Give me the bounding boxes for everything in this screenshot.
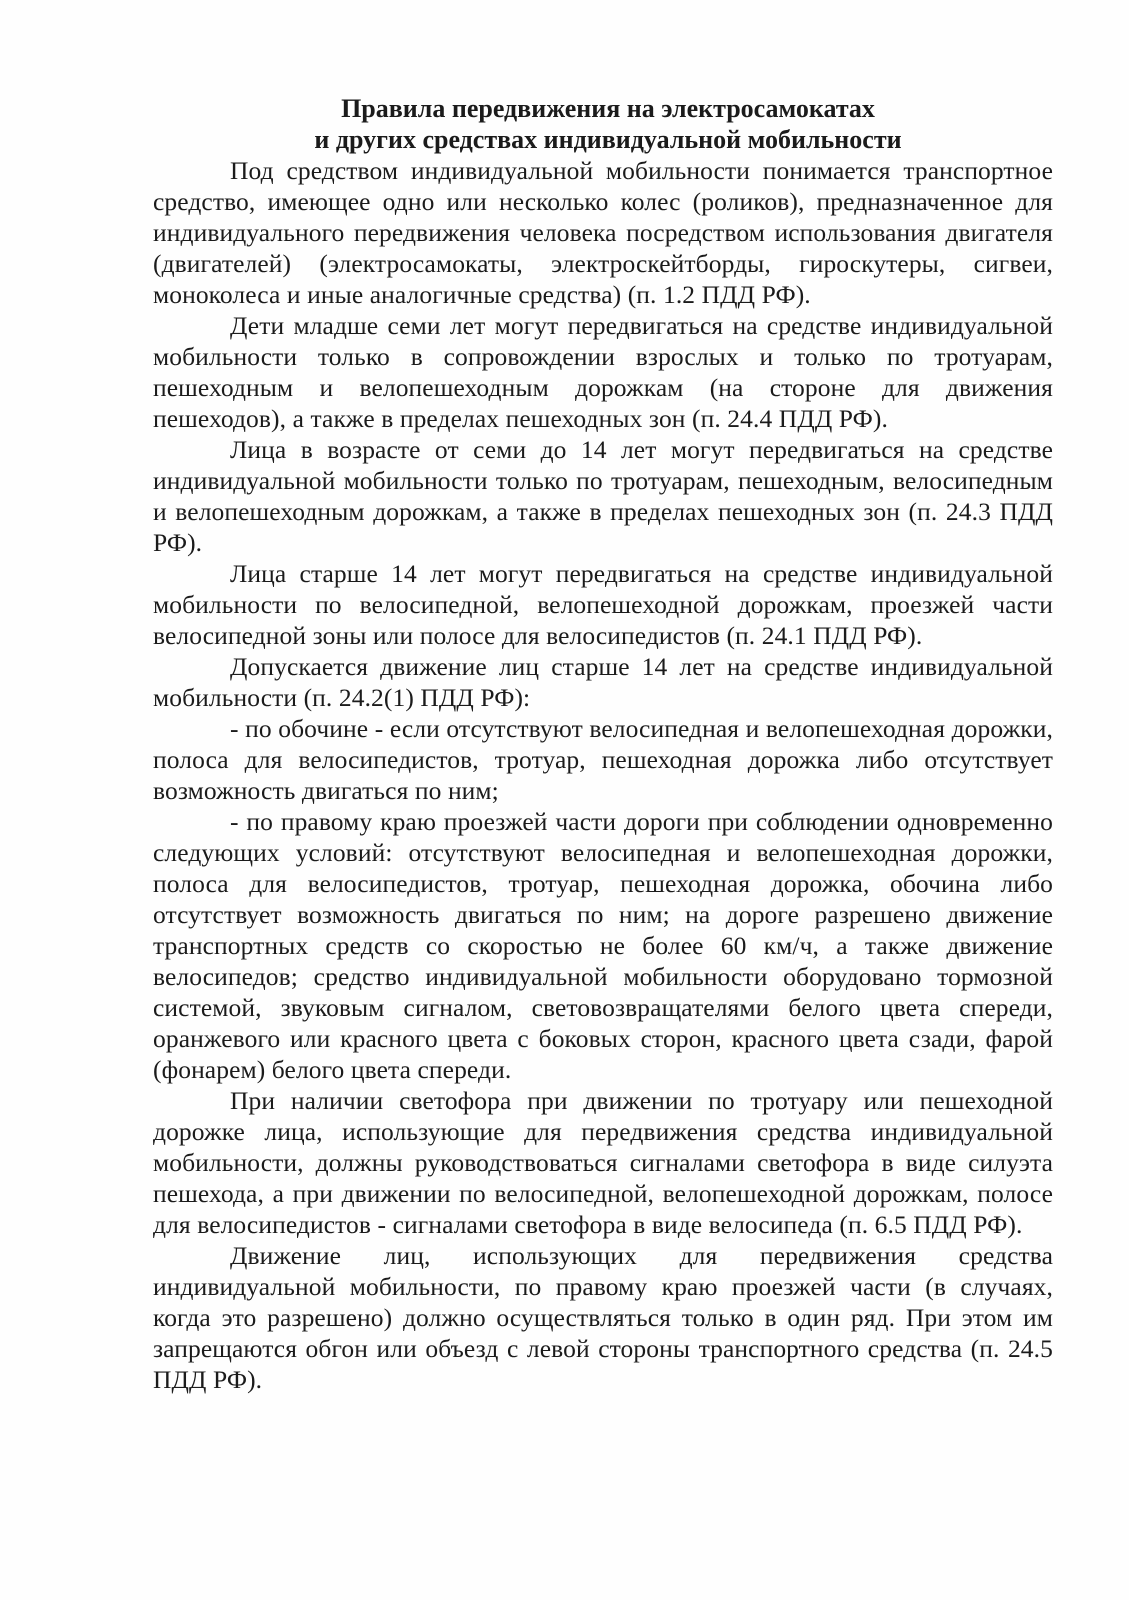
list-item-roadway: - по правому краю проезжей части дороги при соблюдении одновременно следующих условий: отсутствуют велосипедная и велопешеходная дорожки, полоса для велосипедистов, тротуар, пешеходная дорожка, обочина либо отсутствует возможность двигаться по ним; на дороге разрешено движение транспортных средств со скоростью не более 60 км/ч, а также движение велосипедов; средство индивидуальной мобильности оборудовано тормозной системой, звуковым сигналом, световозвращателями белого цвета спереди, оранжевого или красного цвета с боковых сторон, красного цвета сзади, фарой (фонарем) белого цвета спереди.	[153, 807, 1053, 1084]
document-title	[153, 93, 1053, 155]
title-line-2: и других средствах индивидуальной мобильности	[314, 125, 902, 154]
paragraph-over-fourteen: Лица старше 14 лет могут передвигаться на средстве индивидуальной мобильности по велосипедной, велопешеходной дорожкам, проезжей части велосипедной зоны или полосе для велосипедистов (п. 24.1 ПДД РФ).	[153, 559, 1053, 650]
paragraph-allowed-movement: Допускается движение лиц старше 14 лет на средстве индивидуальной мобильности (п. 24.2(1) ПДД РФ):	[153, 652, 1053, 712]
document-body	[153, 93, 1053, 1395]
list-item-shoulder: - по обочине - если отсутствуют велосипедная и велопешеходная дорожки, полоса для велосипедистов, тротуар, пешеходная дорожка либо отсутствует возможность двигаться по ним;	[153, 714, 1053, 805]
paragraph-under-seven: Дети младше семи лет могут передвигаться на средстве индивидуальной мобильности только в сопровождении взрослых и только по тротуарам, пешеходным и велопешеходным дорожкам (на стороне для движения пешеходов), а также в пределах пешеходных зон (п. 24.4 ПДД РФ).	[153, 311, 1053, 433]
paragraph-traffic-lights: При наличии светофора при движении по тротуару или пешеходной дорожке лица, использующие для передвижения средства индивидуальной мобильности, должны руководствоваться сигналами светофора в виде силуэта пешехода, а при движении по велосипедной, велопешеходной дорожкам, полосе для велосипедистов - сигналами светофора в виде велосипеда (п. 6.5 ПДД РФ).	[153, 1086, 1053, 1239]
paragraph-definition: Под средством индивидуальной мобильности понимается транспортное средство, имеющее одно или несколько колес (роликов), предназначенное для индивидуального передвижения человека посредством использования двигателя (двигателей) (электросамокаты, электроскейтборды, гироскутеры, сигвеи, моноколеса и иные аналогичные средства) (п. 1.2 ПДД РФ).	[153, 156, 1053, 309]
title-line-1: Правила передвижения на электросамокатах	[341, 94, 875, 123]
paragraph-single-row: Движение лиц, использующих для передвижения средства индивидуальной мобильности, по правому краю проезжей части (в случаях, когда это разрешено) должно осуществляться только в один ряд. При этом им запрещаются обгон или объезд с левой стороны транспортного средства (п. 24.5 ПДД РФ).	[153, 1241, 1053, 1394]
paragraph-seven-to-fourteen: Лица в возрасте от семи до 14 лет могут передвигаться на средстве индивидуальной мобильности только по тротуарам, пешеходным, велосипедным и велопешеходным дорожкам, а также в пределах пешеходных зон (п. 24.3 ПДД РФ).	[153, 435, 1053, 557]
